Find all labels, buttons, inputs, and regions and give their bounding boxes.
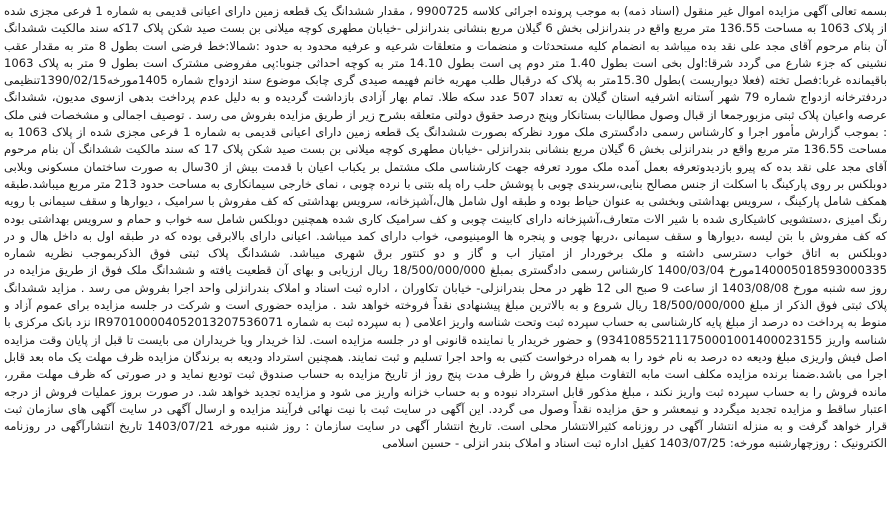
auction-notice	[4, 3, 887, 529]
notice-body-text: بسمه تعالی آگهی مزایده اموال غیر منقول (اسناد ذمه) به موجب پرونده اجرائی کلاسه 9900725 ، مقدار ششدانگ یک قطعه زمین دارای اعیانی قدیمی به شماره 1 فرعی مجزی شده از پلاک 1063 به مساحت 136.55 متر مربع واقع در بندرانزلی بخش 6 گیلان مربع بنشانی بندرانزلی -خیابان مطهری کوچه میلانی بن بست صید شکن پلاک 17که سند مالکیت ششدانگ آن بنام مرحوم آقای مجد علی نقد بده میباشد به انضمام کلیه مستحدثات و منضمات و متعلقات شرعیه و عرفیه محدود به حدود :شمالا:خط فرضی است بطول 8 متر به مقدار عقب نشینی که جزء شارع می گردد شرقا:اول بخی است بطول 1.40 متر دوم پی است بطول 14.10 متر به کوچه احداثی جنوبا:پی مفروضی مشترک است بطول 9 متر به پلاک 1063 باقیمانده غربا:فصل تخته (فعلا دیواریست )بطول 15.30متر به پلاک که درقبال طلب مهریه خانم فهیمه صیدی گری چابک موضوع سند ازدواج شماره 1405مورخه1390/02/15تنظیمی دردفترخانه ازدواج شماره 79 شهر آستانه اشرفیه استان گیلان به تعداد 507 عدد سکه طلا. تمام بهار آزادی بازداشت گردیده و به دلیل عدم پرداخت بدهی ازسوی مدیون، ششدانگ عرصه واعیان پلاک ثبتی مزبورجمعا از قبال وصول مطالبات بستانکار وپنج درصد حقوق دولتی متعلقه بشرح زیر از طریق مزایده بفروش می رسد . توصیف اجمالی و مشخصات فنی ملک : بموجب گزارش مأمور اجرا و کارشناس رسمی دادگستری ملک مورد نظرکه بصورت ششدانگ یک قطعه زمین دارای اعیانی قدیمی به شماره 1 فرعی مجزی شده از پلاک 1063 به مساحت 136.55 متر مربع واقع در بندرانزلی بخش 6 گیلان مربع بنشانی بندرانزلی -خیابان مطهری کوچه میلانی بن بست صید شکن پلاک 17 که سند مالکیت ششدانگ آن بنام مرحوم آقای مجد علی نقد بده که پیرو بازدیدوتعرفه بعمل آمده ملک مورد تعرفه جهت کارشناسی ملک مشتمل بر یکباب اعیان با قدمت بیش از 30سال به صورت ساختمان مسکونی وبلابی دوبلکس بر روی پارکینگ با اسکلت از جنس مصالح بنایی،سربندی چوبی با پوشش حلب راه پله بتنی با نرده چوبی ، نمای خارجی سیمانکاری به مساحت حدود 213 متر مربع میباشد.طبقه همکف شامل پارکینگ ، سرویس بهداشتی وبخشی به عنوان حیاط بوده و طبقه اول شامل هال،آشپزخانه، سرویس بهداشتی که کف مفروش با سرامیک ، دیوارها و سقف سیمانی با رویه رنگ امیزی ،دستشویی کاشیکاری شده با شیر الات متعارف،آشپزخانه دارای کابینت چوبی و کف سرامیک کاری شده همچنین دوبلکس شامل سه خواب و حمام و سرویس بهداشتی بوده که کف مفروش با بتن لیسه ،دیوارها و سقف سیمانی ،دربها چوبی و پنجره ها الومینیومی، خواب دارای کمد میباشد. اعیانی دارای بالابرقی بوده که در طبقه اول به داخل هال و در دوبلکس به اتاق خواب دسترسی داشته و ملک برخوردار از امتیاز اب و گاز و دو کنتور برق شهری میباشد. ششدانگ پلاک ثبتی فوق الذکربموجب نظریه شماره 140005018593000335مورخ 1400/03/04 کارشناس رسمی دادگستری بمبلغ 18/500/000/000 ریال ارزیابی و بهای آن قطعیت یافته و ششدانگ ملک فوق از طریق مزایده در روز سه شنبه مورخ 1403/08/08 از ساعت 9 صبح الی 12 ظهر در محل بندرانزلی- خیابان تکاوران ، اداره ثبت اسناد و املاک بندرانزلی واحد اجرا بفروش می رسد . مزاید ششدانگ پلاک ثبتی فوق الذکر از مبلغ 18/500/000/000 ریال شروع و به بالاترین مبلغ پیشنهادی نقداً فروخته خواهد شد . مزایده حضوری است و شرکت در جلسه مزایده برای عموم آزاد و منوط به پرداخت ده درصد از مبلغ پایه کارشناسی به حساب سپرده ثبت وتحت شناسه واریز اعلامی ( به سپرده ثبت به شماره IR970100004052013207536071 نزد بانک مرکزی با شناسه واریز 934108552111750001001400023155) و حضور خریدار یا نماینده قانونی او در جلسه مزایده است. لذا خریدار ویا خریداران می بایست تا قبل از پایان وقت مزایده اصل فیش واریزی مبلغ ودیعه ده درصد به نام خود را به همراه درخواست کتبی به واحد اجرا تسلیم و ثبت نمایند. همچنین استرداد ودیعه به برندگان مزایده ظرف مهلت یک ماه بعد قابل اجرا می باشد.ضمنا برنده مزایده مکلف است مابه التفاوت مبلغ فروش را ظرف مدت پنج روز از تاریخ مزایده به حساب صندوق ثبت تودیع نماید و در صورتی که ظرف مهلت مقرر، مانده فروش را به حساب سپرده ثبت واریز نکند ، مبلغ مذکور قابل استرداد نبوده و به حساب خزانه واریز می شود و مزایده تجدید خواهد شد. در صورت بروز عملیات فروش از درجه اعتبار ساقط و مزایده تجدید میگردد و نیمعشر و حق مزایده نقداً وصول می گردد. این آگهی در سایت ثبت با نیت نهائی فرآیند مزایده و ارسال آگهی در سایت آگهی های سازمان ثبت قرار خواهد گرفت و به منزله انتشار آگهی در روزنامه کثیرالانتشار محلی است. تاریخ انتشار آگهی در سایت سازمان : روز شنبه مورخه 1403/07/21 تاریخ انتشارآگهی در روزنامه الکترونیک : روزچهارشنبه مورخه: 1403/07/25 کفیل اداره ثبت اسناد و املاک بندر انزلی - حسین اسلامی	[4, 4, 887, 451]
